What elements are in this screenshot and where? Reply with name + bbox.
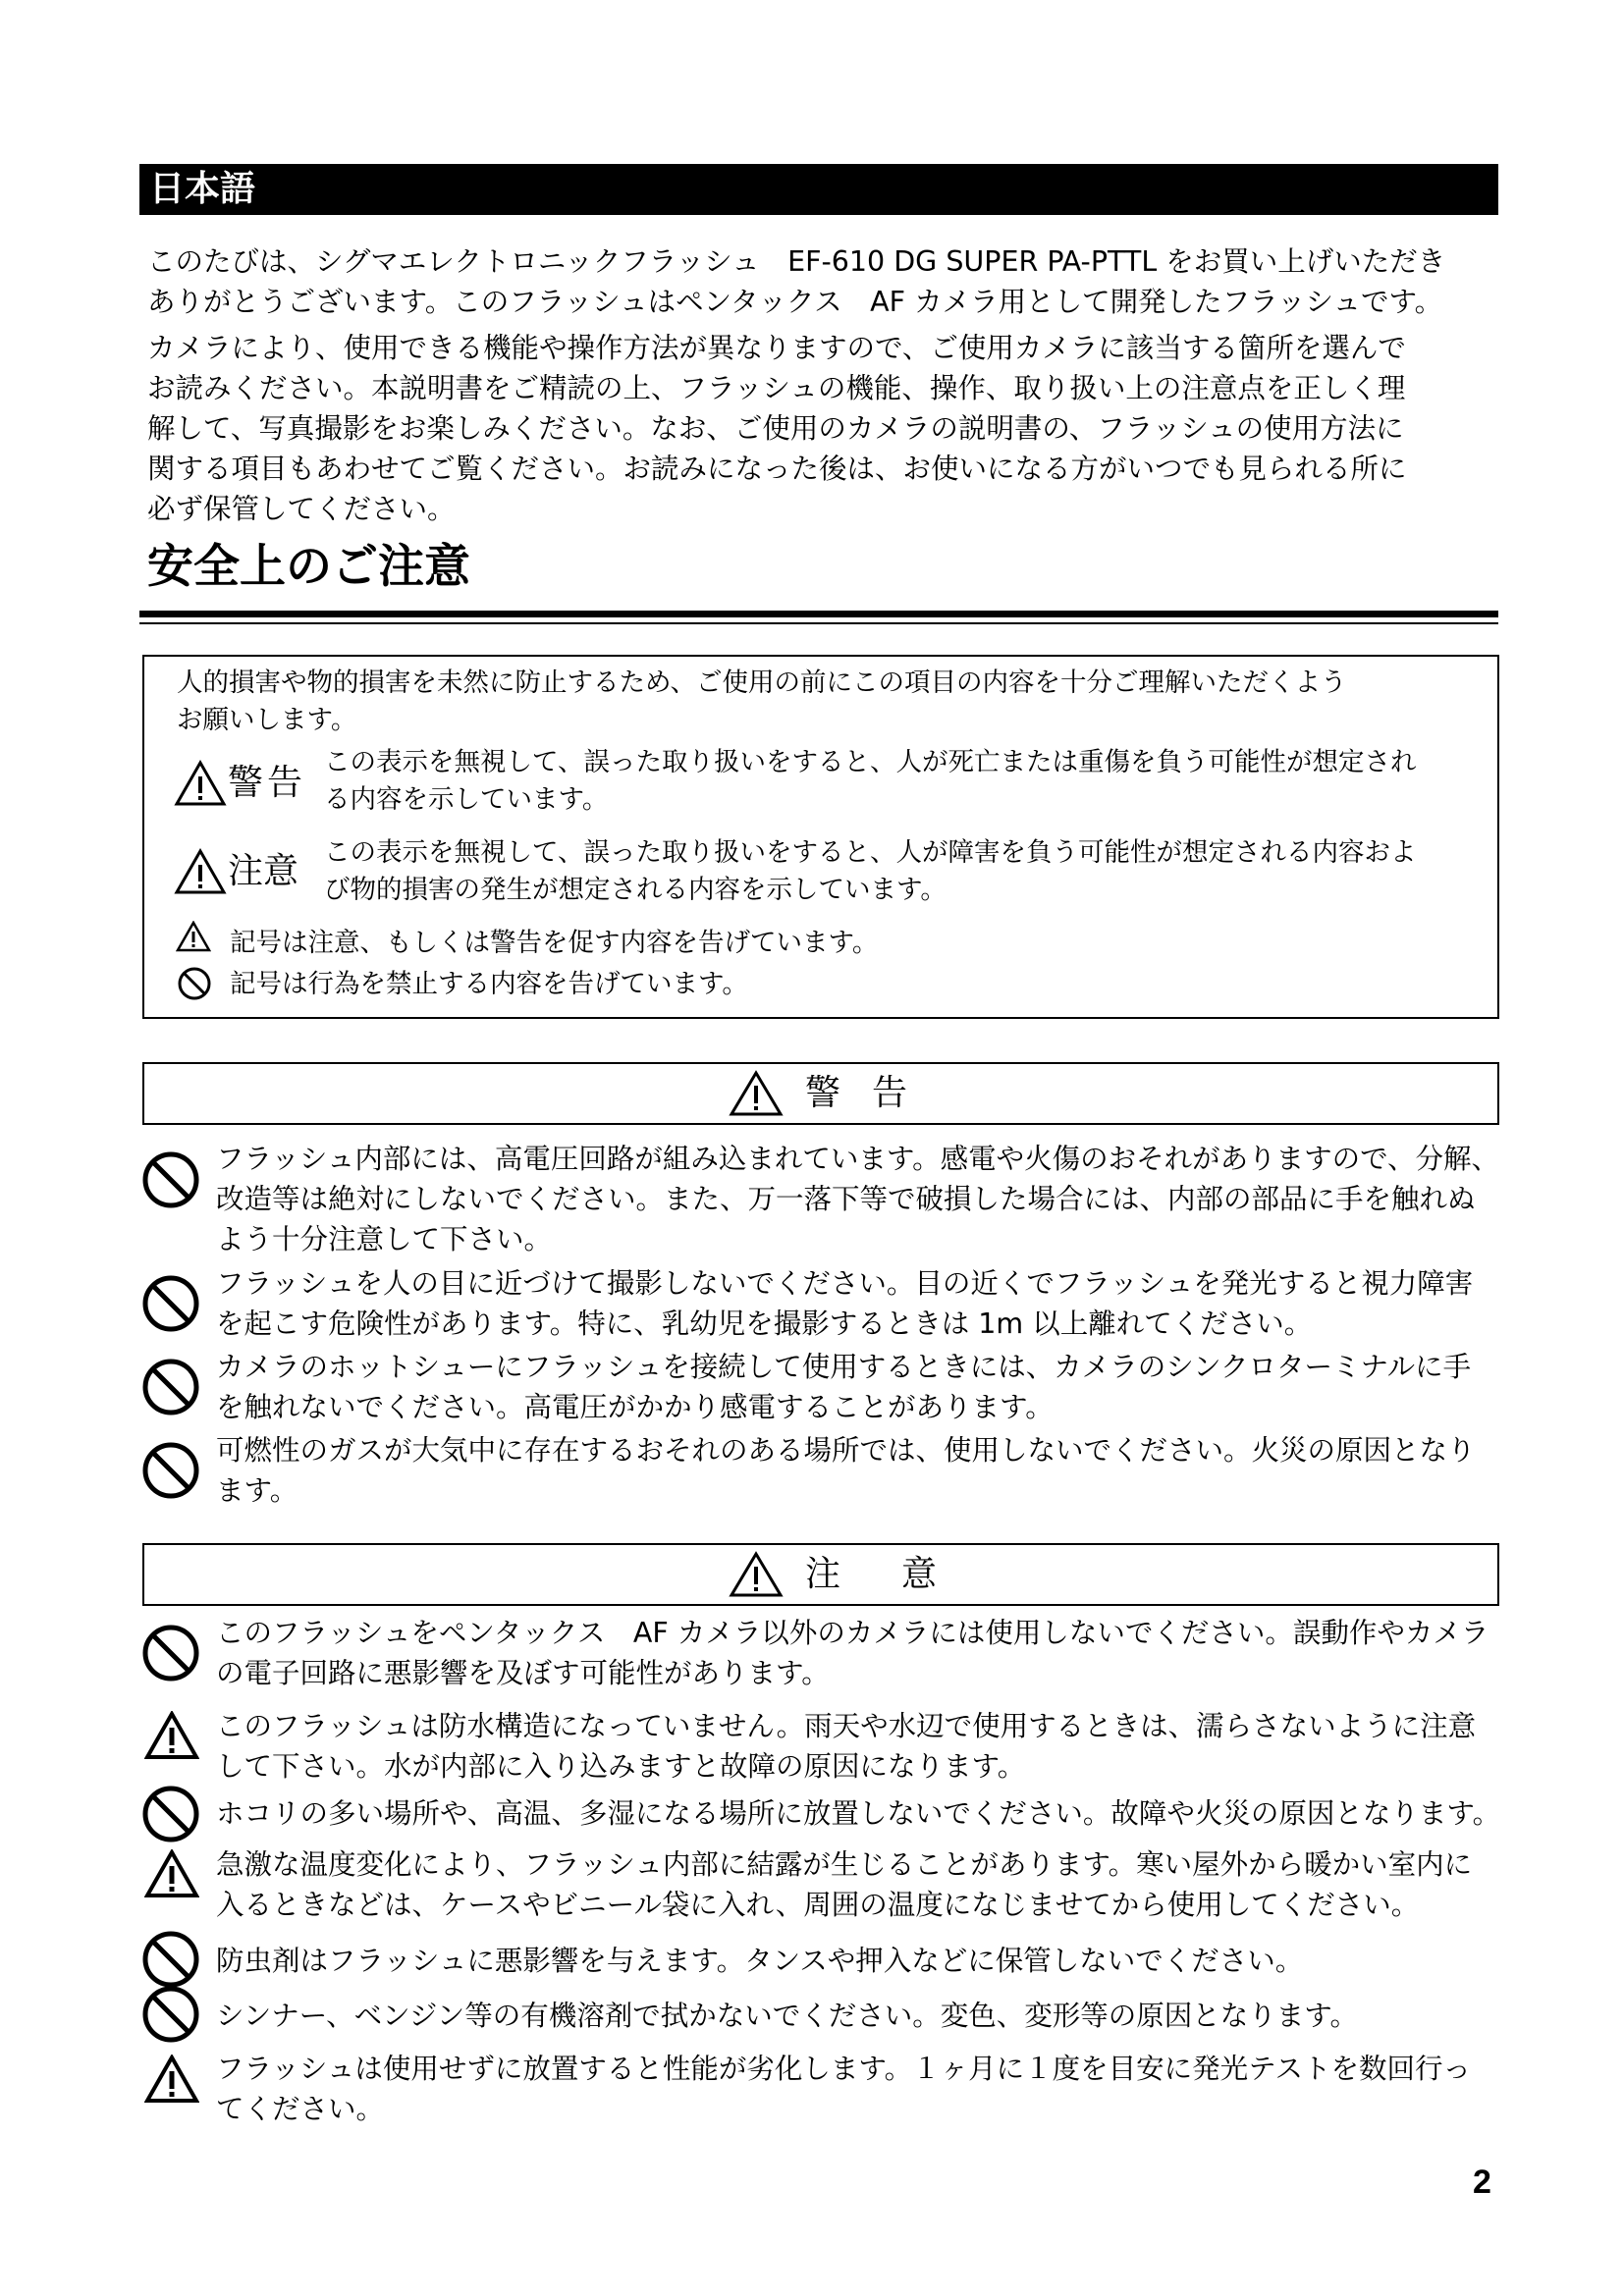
item-line: 急激な温度変化により、フラッシュ内部に結露が生じることがあります。寒い屋外から暖かい室内に [216, 1848, 1473, 1881]
caution-header-triangle-icon [729, 1551, 784, 1598]
item-line: フラッシュを人の目に近づけて撮影しないでください。目の近くでフラッシュを発光すると視力障害 [216, 1267, 1474, 1300]
legend-prohibit-note: 記号は行為を禁止する内容を告げています。 [230, 969, 748, 999]
page-number: 2 [1473, 2163, 1491, 2201]
legend-caution-triangle-icon [174, 848, 227, 895]
warning-item [216, 1430, 1532, 1511]
item-line: 入るときなどは、ケースやビニール袋に入れ、周囲の温度になじませてから使用してください。 [216, 1889, 1420, 1921]
item-line: このフラッシュは防水構造になっていません。雨天や水辺で使用するときは、濡らさないように注意 [216, 1710, 1477, 1742]
caution-item [216, 1706, 1532, 1787]
legend-warning-desc [324, 744, 1492, 819]
intro-line: ありがとうございます。このフラッシュはペンタックス AF カメラ用として開発したフラッシュです。 [147, 286, 1443, 318]
warning-item [216, 1139, 1532, 1259]
item-line: カメラのホットシューにフラッシュを接続して使用するときには、カメラのシンクロターミナルに手 [216, 1351, 1472, 1383]
caution-item [216, 1941, 1532, 1981]
caution-item [216, 1844, 1532, 1925]
legend-intro [177, 665, 1483, 739]
intro-line: 関する項目もあわせてご覧ください。お読みになった後は、お使いになる方がいつでも見られる所に [147, 453, 1407, 485]
prohibited-icon [141, 1150, 200, 1209]
intro-line: 必ず保管してください。 [147, 493, 456, 525]
legend-note-prohibited-icon [177, 966, 212, 1001]
item-line: 可燃性のガスが大気中に存在するおそれのある場所では、使用しないでください。火災の原因となり [216, 1434, 1476, 1467]
language-heading: 日本語 [139, 164, 1498, 215]
item-line: フラッシュは使用せずに放置すると性能が劣化します。１ヶ月に１度を目安に発光テストを数回行っ [216, 2053, 1471, 2085]
legend-intro-line: お願いします。 [177, 705, 357, 735]
warning-section-title: 警告 [805, 1073, 940, 1113]
intro-line: 解して、写真撮影をお楽しみください。なお、ご使用のカメラの説明書の、フラッシュの使用方法に [147, 412, 1404, 445]
intro-paragraph [147, 241, 1542, 529]
legend-caution-desc-line: この表示を無視して、誤った取り扱いをすると、人が障害を負う可能性が想定される内容およ [324, 837, 1417, 868]
caution-section-title: 注意 [805, 1554, 999, 1594]
intro-line: カメラにより、使用できる機能や操作方法が異なりますので、ご使用カメラに該当する箇所を選んで [147, 332, 1406, 364]
legend-caution-label: 注意 [228, 851, 299, 891]
warning-item [216, 1263, 1532, 1344]
legend-caution-desc [324, 834, 1492, 909]
legend-triangle-note: 記号は注意、もしくは警告を促す内容を告げています。 [230, 928, 879, 958]
prohibited-icon [141, 1358, 200, 1416]
prohibited-icon [141, 1785, 200, 1843]
prohibited-icon [141, 1930, 200, 1989]
legend-warning-label: 警告 [228, 763, 307, 803]
item-line: を触れないでください。高電圧がかかり感電することがあります。 [216, 1391, 1054, 1423]
item-line: して下さい。水が内部に入り込みますと故障の原因になります。 [216, 1750, 1026, 1783]
item-line: シンナー、ベンジン等の有機溶剤で拭かないでください。変色、変形等の原因となります。 [216, 2000, 1358, 2032]
warning-header-triangle-icon [729, 1070, 784, 1117]
caution-item [216, 1613, 1532, 1693]
item-line: てください。 [216, 2093, 385, 2125]
prohibited-icon [141, 1985, 200, 2044]
legend-caution-desc-line: び物的損害の発生が想定される内容を示しています。 [324, 875, 947, 905]
warning-item [216, 1347, 1532, 1427]
item-line: このフラッシュをペンタックス AF カメラ以外のカメラには使用しないでください。誤動作やカメラ [216, 1617, 1489, 1649]
title-rule-thin [139, 622, 1498, 624]
legend-warning-desc-line: る内容を示しています。 [324, 784, 609, 815]
item-line: を起こす危険性があります。特に、乳幼児を撮影するときは 1m 以上離れてください。 [216, 1308, 1313, 1340]
item-line: ます。 [216, 1474, 298, 1507]
item-line: よう十分注意して下さい。 [216, 1223, 553, 1255]
title-rule-thick [139, 611, 1498, 617]
legend-intro-line: 人的損害や物的損害を未然に防止するため、ご使用の前にこの項目の内容を十分ご理解いただくよう [177, 667, 1347, 698]
item-line: ホコリの多い場所や、高温、多湿になる場所に放置しないでください。故障や火災の原因となります。 [216, 1797, 1501, 1830]
item-line: の電子回路に悪影響を及ぼす可能性があります。 [216, 1657, 830, 1689]
caution-item [216, 1793, 1532, 1834]
intro-line: このたびは、シグマエレクトロニックフラッシュ EF-610 DG SUPER PA-PTTL をお買い上げいただき [147, 245, 1446, 278]
item-line: 改造等は絶対にしないでください。また、万一落下等で破損した場合には、内部の部品に手を触れぬ [216, 1183, 1476, 1215]
legend-warning-desc-line: この表示を無視して、誤った取り扱いをすると、人が死亡または重傷を負う可能性が想定され [324, 747, 1417, 777]
caution-item [216, 1996, 1532, 2036]
prohibited-icon [141, 1441, 200, 1500]
item-line: フラッシュ内部には、高電圧回路が組み込まれています。感電や火傷のおそれがありますので、分解、 [216, 1143, 1500, 1175]
warning-triangle-icon [144, 1849, 199, 1898]
safety-title: 安全上のご注意 [147, 540, 470, 594]
prohibited-icon [141, 1624, 200, 1682]
warning-triangle-icon [144, 1711, 199, 1760]
prohibited-icon [141, 1274, 200, 1333]
intro-line: お読みください。本説明書をご精読の上、フラッシュの機能、操作、取り扱い上の注意点を正しく理 [147, 372, 1406, 404]
legend-note-triangle-icon [176, 921, 211, 952]
warning-triangle-icon [144, 2055, 199, 2104]
item-line: 防虫剤はフラッシュに悪影響を与えます。タンスや押入などに保管しないでください。 [216, 1945, 1304, 1977]
caution-item [216, 2049, 1532, 2129]
legend-warning-triangle-icon [174, 760, 227, 807]
